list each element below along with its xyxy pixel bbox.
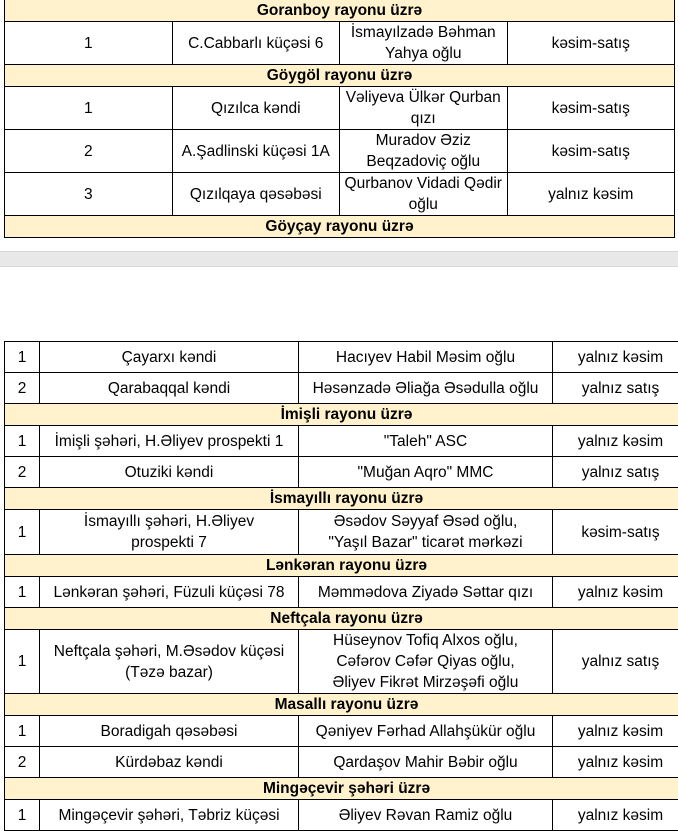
name-cell: Əliyev Rəvan Ramiz oğlu <box>299 800 553 831</box>
name-cell: Məmmədova Ziyadə Səttar qızı <box>299 577 553 608</box>
region-title: Neftçala rayonu üzrə <box>5 608 678 630</box>
address-cell: Kürdəbaz kəndi <box>40 747 299 778</box>
name-cell: Həsənzadə Əliağa Əsədulla oğlu <box>299 373 553 404</box>
row-number: 1 <box>5 716 40 747</box>
row-number: 2 <box>5 373 40 404</box>
region-header <box>5 404 678 426</box>
table-row <box>5 716 678 747</box>
row-number: 1 <box>5 577 40 608</box>
region-title: İsmayıllı rayonu üzrə <box>5 488 678 510</box>
name-line: "Yaşıl Bazar" ticarət mərkəzi <box>301 532 550 553</box>
activity-cell: kəsim-satış <box>553 510 678 555</box>
activity-cell: kəsim-satış <box>507 22 675 65</box>
name-cell: Muradov Əziz Beqzadoviç oğlu <box>340 130 508 173</box>
address-cell: Mingəçevir şəhəri, Təbriz küçəsi <box>40 800 299 831</box>
row-number: 1 <box>5 342 40 373</box>
address-cell: Çayarxı kəndi <box>40 342 299 373</box>
table-row <box>5 426 678 457</box>
table-row <box>5 22 675 65</box>
activity-cell: yalnız kəsim <box>553 800 678 831</box>
name-cell: Vəliyeva Ülkər Qurban qızı <box>340 87 508 130</box>
region-title: Goranboy rayonu üzrə <box>5 0 675 22</box>
address-cell: Qarabaqqal kəndi <box>40 373 299 404</box>
row-number: 1 <box>5 800 40 831</box>
table-row <box>5 130 675 173</box>
region-header <box>5 0 675 22</box>
region-title: Göyçay rayonu üzrə <box>5 216 675 238</box>
row-number: 1 <box>5 510 40 555</box>
row-number: 1 <box>5 630 40 694</box>
activity-cell: yalnız satış <box>553 630 678 694</box>
activity-cell: yalnız kəsim <box>553 426 678 457</box>
region-header <box>5 488 678 510</box>
name-cell: Qardaşov Mahir Bəbir oğlu <box>299 747 553 778</box>
region-title: Mingəçevir şəhəri üzrə <box>5 778 678 800</box>
region-title: İmişli rayonu üzrə <box>5 404 678 426</box>
table-row <box>5 373 678 404</box>
address-cell <box>40 630 299 694</box>
table-row <box>5 457 678 488</box>
region-header <box>5 778 678 800</box>
address-line: (Təzə bazar) <box>42 662 296 683</box>
region-header <box>5 216 675 238</box>
activity-cell: yalnız kəsim <box>553 577 678 608</box>
address-cell: Lənkəran şəhəri, Füzuli küçəsi 78 <box>40 577 299 608</box>
row-number: 2 <box>5 747 40 778</box>
activity-cell: yalnız kəsim <box>507 173 675 216</box>
table-row <box>5 87 675 130</box>
page-separator <box>0 251 678 267</box>
name-cell: İsmayılzadə Bəhman Yahya oğlu <box>340 22 508 65</box>
table-row <box>5 747 678 778</box>
name-cell: "Taleh" ASC <box>299 426 553 457</box>
region-header <box>5 555 678 577</box>
page1-table <box>4 0 675 238</box>
region-header <box>5 608 678 630</box>
name-line: Əsədov Səyyaf Əsəd oğlu, <box>301 511 550 532</box>
address-cell: Qızılca kəndi <box>172 87 340 130</box>
name-line: Əliyev Fikrət Mirzəşəfi oğlu <box>301 672 550 693</box>
name-line: Cəfərov Cəfər Qiyas oğlu, <box>301 651 550 672</box>
table-row <box>5 577 678 608</box>
region-header <box>5 65 675 87</box>
table-row <box>5 173 675 216</box>
address-cell: Qızılqaya qəsəbəsi <box>172 173 340 216</box>
row-number: 2 <box>5 130 173 173</box>
address-cell: Boradigah qəsəbəsi <box>40 716 299 747</box>
name-line: Hüseynov Tofiq Alxos oğlu, <box>301 630 550 651</box>
activity-cell: yalnız satış <box>553 373 678 404</box>
row-number: 1 <box>5 426 40 457</box>
name-cell: Qurbanov Vidadi Qədir oğlu <box>340 173 508 216</box>
region-header <box>5 694 678 716</box>
activity-cell: yalnız kəsim <box>553 747 678 778</box>
address-line: Neftçala şəhəri, M.Əsədov küçəsi <box>42 641 296 662</box>
address-cell: C.Cabbarlı küçəsi 6 <box>172 22 340 65</box>
table-row <box>5 510 678 555</box>
region-title: Göygöl rayonu üzrə <box>5 65 675 87</box>
address-cell: İmişli şəhəri, H.Əliyev prospekti 1 <box>40 426 299 457</box>
page2-table <box>4 341 678 831</box>
name-cell: Qəniyev Fərhad Allahşükür oğlu <box>299 716 553 747</box>
address-cell: A.Şadlinski küçəsi 1A <box>172 130 340 173</box>
row-number: 3 <box>5 173 173 216</box>
activity-cell: kəsim-satış <box>507 130 675 173</box>
name-cell: "Muğan Aqro" MMC <box>299 457 553 488</box>
region-title: Lənkəran rayonu üzrə <box>5 555 678 577</box>
region-title: Masallı rayonu üzrə <box>5 694 678 716</box>
name-cell <box>299 510 553 555</box>
row-number: 1 <box>5 22 173 65</box>
address-cell <box>40 510 299 555</box>
activity-cell: yalnız kəsim <box>553 342 678 373</box>
row-number: 1 <box>5 87 173 130</box>
address-cell: Otuziki kəndi <box>40 457 299 488</box>
table-row <box>5 342 678 373</box>
address-line: İsmayıllı şəhəri, H.Əliyev <box>42 511 296 532</box>
activity-cell: kəsim-satış <box>507 87 675 130</box>
activity-cell: yalnız satış <box>553 457 678 488</box>
name-cell <box>299 630 553 694</box>
name-cell: Hacıyev Habil Məsim oğlu <box>299 342 553 373</box>
activity-cell: yalnız kəsim <box>553 716 678 747</box>
address-line: prospekti 7 <box>42 532 296 553</box>
table-row <box>5 630 678 694</box>
row-number: 2 <box>5 457 40 488</box>
